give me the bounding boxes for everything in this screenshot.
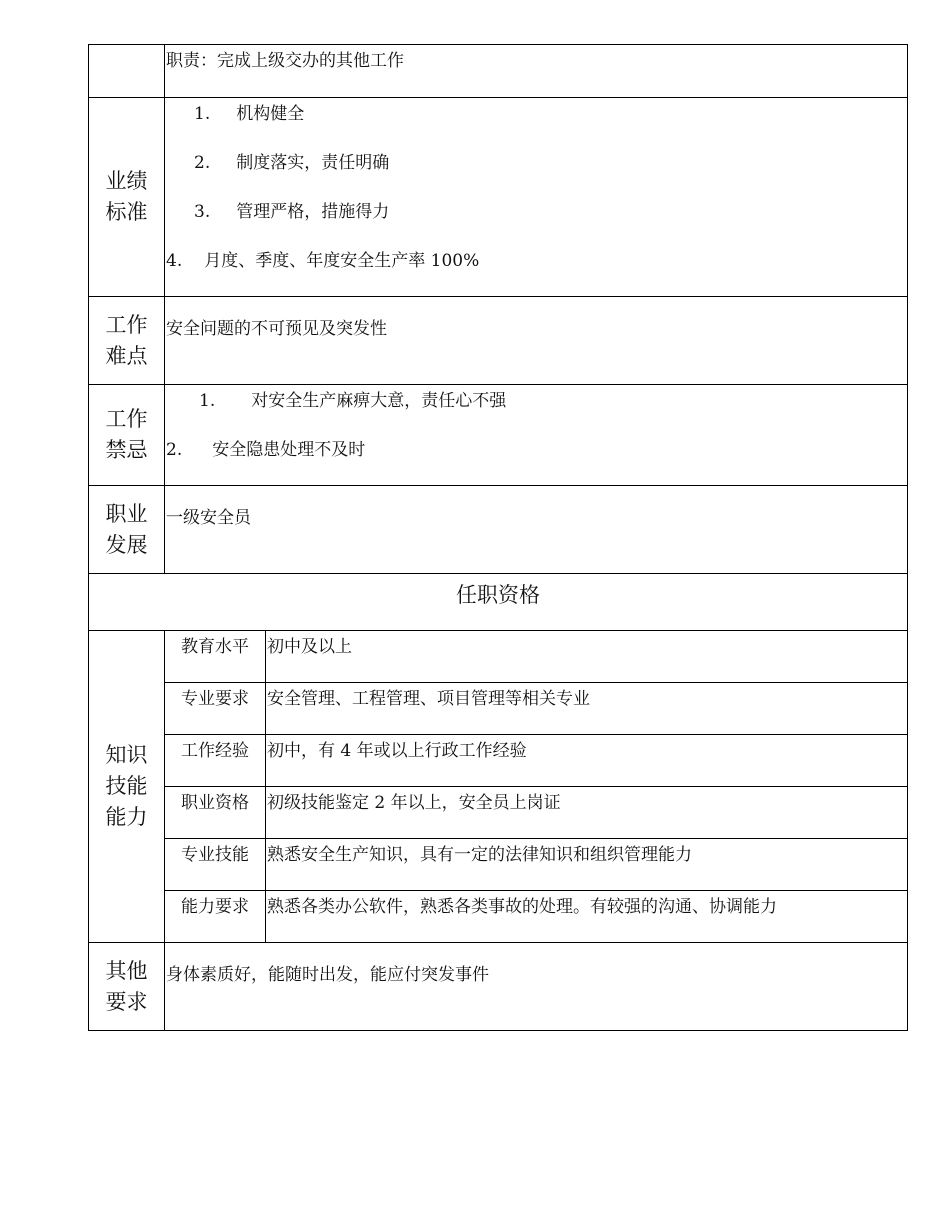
knowledge-row-value: 安全管理、工程管理、项目管理等相关专业 [266, 683, 908, 735]
knowledge-row-label: 工作经验 [165, 735, 266, 787]
taboo-content [165, 385, 908, 486]
knowledge-row-value: 初中，有 4 年或以上行政工作经验 [266, 735, 908, 787]
duty-text: 职责：完成上级交办的其他工作 [166, 51, 404, 71]
career-text: 一级安全员 [166, 508, 251, 528]
difficulty-label: 工作难点 [89, 297, 165, 385]
other-label: 其他要求 [89, 943, 165, 1031]
performance-item: 4. 月度、季度、年度安全生产率 100% [166, 251, 480, 271]
knowledge-row-label: 职业资格 [165, 787, 266, 839]
performance-row [89, 98, 908, 297]
knowledge-row [89, 735, 908, 787]
knowledge-row-label: 教育水平 [165, 631, 266, 683]
other-text: 身体素质好，能随时出发，能应付突发事件 [166, 965, 489, 985]
knowledge-row-label: 专业技能 [165, 839, 266, 891]
difficulty-row [89, 297, 908, 385]
knowledge-row [89, 891, 908, 943]
knowledge-row [89, 787, 908, 839]
other-row [89, 943, 908, 1031]
difficulty-text: 安全问题的不可预见及突发性 [166, 319, 387, 339]
taboo-label: 工作禁忌 [89, 385, 165, 486]
knowledge-row [89, 631, 908, 683]
knowledge-row [89, 683, 908, 735]
career-label: 职业发展 [89, 486, 165, 574]
performance-label: 业绩标准 [89, 98, 165, 297]
taboo-row [89, 385, 908, 486]
job-description-table [88, 44, 908, 1031]
qualification-heading: 任职资格 [89, 574, 908, 631]
knowledge-label: 知识技能能力 [89, 631, 165, 943]
knowledge-row-value: 熟悉安全生产知识，具有一定的法律知识和组织管理能力 [266, 839, 908, 891]
career-row [89, 486, 908, 574]
duty-label-cell [89, 45, 165, 98]
career-content [165, 486, 908, 574]
taboo-item: 1. 对安全生产麻痹大意，责任心不强 [199, 391, 507, 411]
performance-item: 2. 制度落实，责任明确 [194, 153, 390, 173]
knowledge-row-value: 熟悉各类办公软件，熟悉各类事故的处理。有较强的沟通、协调能力 [266, 891, 908, 943]
knowledge-row-label: 能力要求 [165, 891, 266, 943]
knowledge-row [89, 839, 908, 891]
knowledge-row-value: 初中及以上 [266, 631, 908, 683]
knowledge-row-label: 专业要求 [165, 683, 266, 735]
performance-item: 3. 管理严格，措施得力 [194, 202, 390, 222]
duty-cell [165, 45, 908, 98]
other-content [165, 943, 908, 1031]
knowledge-row-value: 初级技能鉴定 2 年以上，安全员上岗证 [266, 787, 908, 839]
taboo-item: 2. 安全隐患处理不及时 [166, 440, 366, 460]
performance-item: 1. 机构健全 [194, 104, 305, 124]
performance-content [165, 98, 908, 297]
qualification-heading-row [89, 574, 908, 631]
difficulty-content [165, 297, 908, 385]
duty-row [89, 45, 908, 98]
